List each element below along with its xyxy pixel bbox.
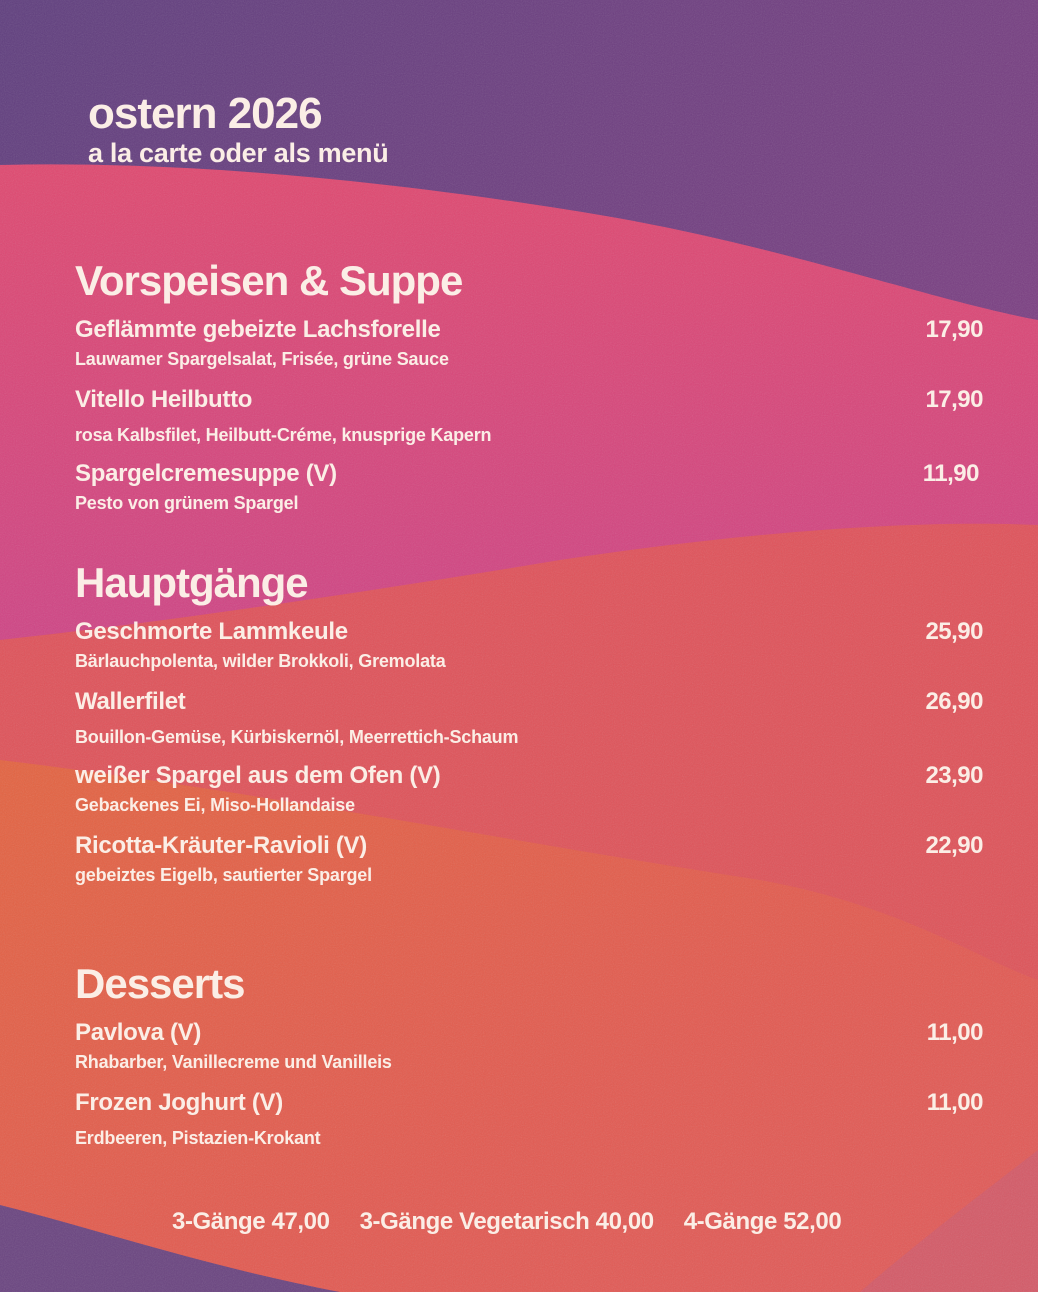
item-name: Wallerfilet: [75, 688, 186, 715]
section-title: Vorspeisen & Suppe: [75, 257, 463, 304]
item-price: 25,90: [925, 618, 983, 645]
item-price: 22,90: [925, 832, 983, 859]
section-hauptgaenge: [75, 560, 983, 886]
set-menu-prices: [172, 1208, 841, 1236]
item-description: gebeiztes Eigelb, sautierter Spargel: [75, 865, 372, 885]
menu-subtitle: a la carte oder als menü: [88, 138, 389, 168]
item-name: Vitello Heilbutto: [75, 386, 253, 413]
menu-item: [75, 1019, 983, 1073]
item-description: Pesto von grünem Spargel: [75, 493, 299, 513]
item-price: 11,90: [922, 460, 979, 487]
item-description: Lauwamer Spargelsalat, Frisée, grüne Sauce: [75, 349, 449, 369]
item-price: 11,00: [926, 1089, 983, 1116]
item-description: Erdbeeren, Pistazien-Krokant: [75, 1128, 321, 1148]
set-menu-3-courses-vegetarian: 3-Gänge Vegetarisch 40,00: [359, 1208, 654, 1235]
menu-item: [75, 1089, 983, 1149]
section-title: Hauptgänge: [75, 559, 308, 606]
item-name: Geschmorte Lammkeule: [75, 618, 348, 645]
set-menu-3-courses: 3-Gänge 47,00: [172, 1208, 330, 1235]
item-description: Gebackenes Ei, Miso-Hollandaise: [75, 795, 355, 815]
menu-item: [75, 688, 983, 748]
item-name: Geflämmte gebeizte Lachsforelle: [75, 316, 441, 343]
menu-item: [75, 316, 983, 370]
item-name: Frozen Joghurt (V): [75, 1089, 283, 1116]
item-price: 17,90: [925, 386, 983, 413]
set-menu-4-courses: 4-Gänge 52,00: [683, 1208, 842, 1235]
section-desserts: [75, 961, 983, 1149]
menu-item: [75, 762, 983, 816]
item-name: Spargelcremesuppe (V): [75, 460, 337, 487]
menu-header: [88, 90, 388, 168]
item-description: Rhabarber, Vanillecreme und Vanilleis: [75, 1052, 392, 1072]
item-price: 26,90: [925, 688, 983, 715]
menu-item: [75, 832, 983, 886]
section-title: Desserts: [75, 960, 245, 1007]
item-description: Bärlauchpolenta, wilder Brokkoli, Gremolata: [75, 651, 446, 671]
menu-item: [75, 618, 983, 672]
section-vorspeisen: [75, 258, 983, 514]
item-price: 11,00: [926, 1019, 983, 1046]
item-name: Pavlova (V): [75, 1019, 202, 1046]
menu-item: [75, 386, 983, 446]
item-price: 17,90: [925, 316, 983, 343]
menu-item: [75, 460, 983, 514]
item-name: weißer Spargel aus dem Ofen (V): [75, 762, 441, 789]
item-description: Bouillon-Gemüse, Kürbiskernöl, Meerrettich-Schaum: [75, 727, 519, 747]
menu-title: ostern 2026: [88, 89, 322, 138]
item-name: Ricotta-Kräuter-Ravioli (V): [75, 832, 367, 859]
item-price: 23,90: [925, 762, 983, 789]
item-description: rosa Kalbsfilet, Heilbutt-Créme, knusprige Kapern: [75, 425, 492, 445]
